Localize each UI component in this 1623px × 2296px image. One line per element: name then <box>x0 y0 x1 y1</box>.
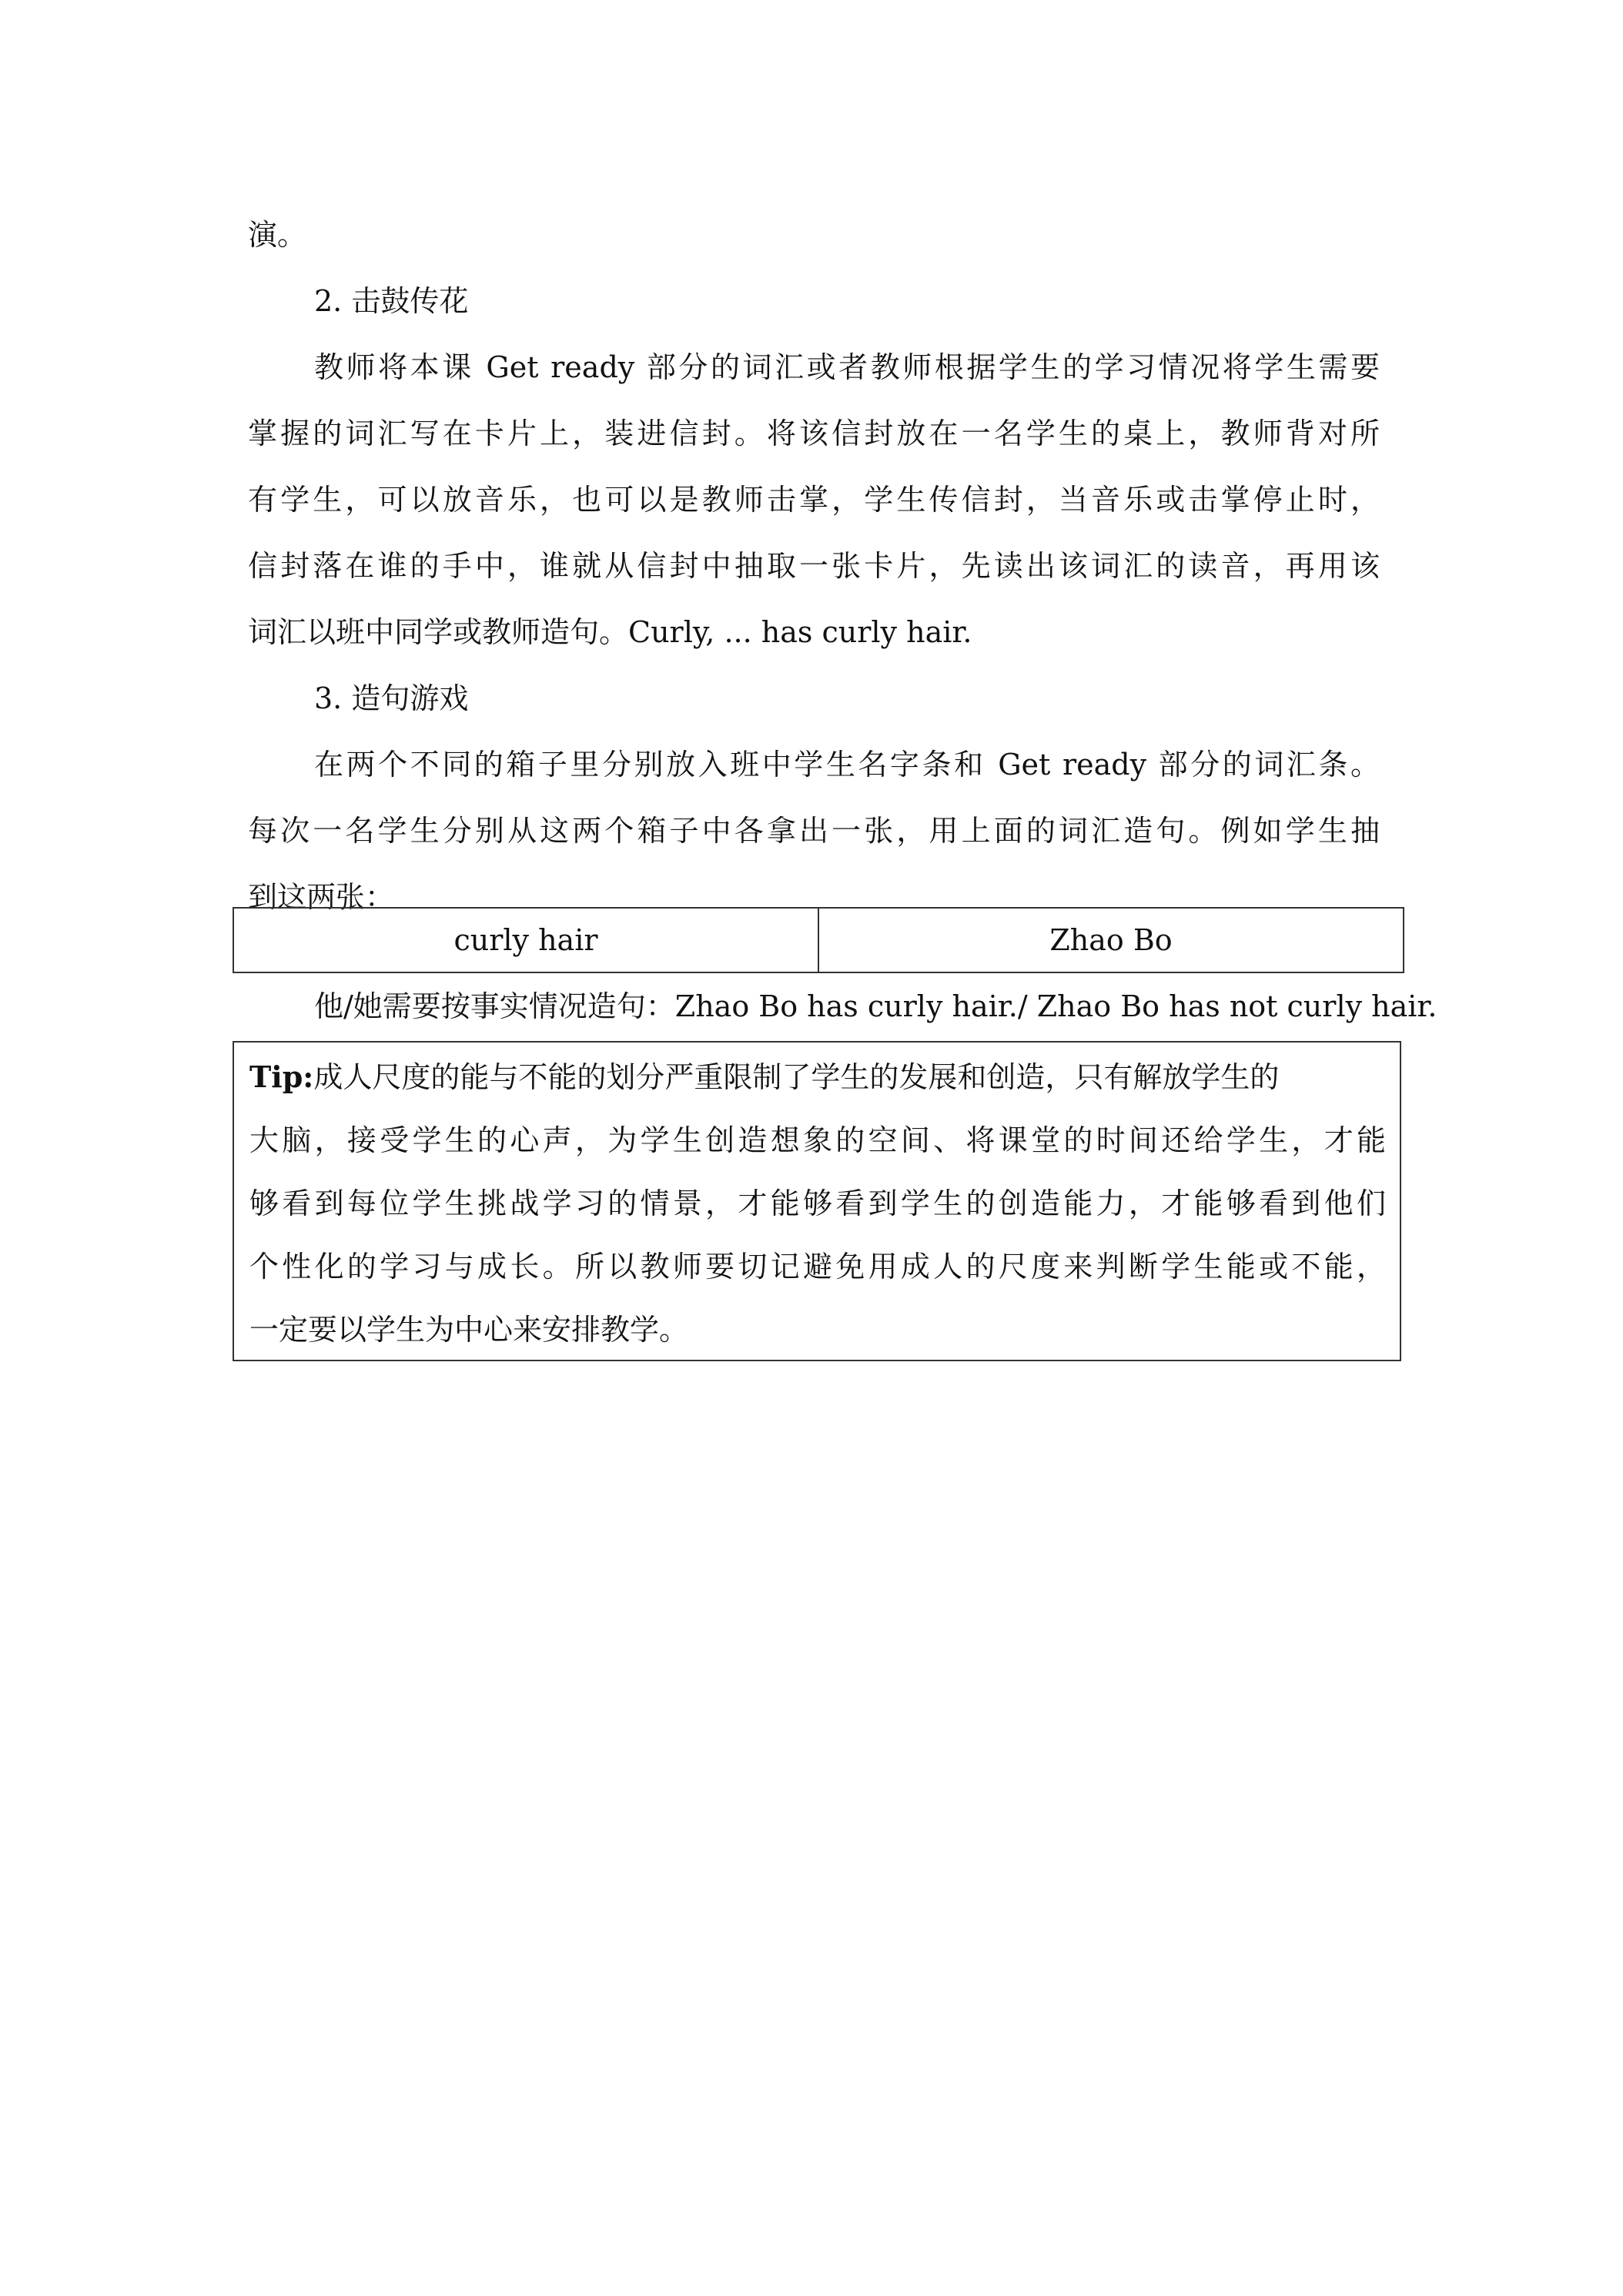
tip-text: 成人尺度的能与不能的划分严重限制了学生的发展和创造，只有解放学生的 <box>313 1060 1280 1094</box>
paragraph-line: 在两个不同的箱子里分别放入班中学生名字条和 Get ready 部分的词汇条。 <box>314 748 1380 782</box>
table-cell-word: curly hair <box>233 908 818 972</box>
paragraph-line: 掌握的词汇写在卡片上，装进信封。将该信封放在一名学生的桌上，教师背对所 <box>248 417 1380 450</box>
paragraph-line: 演。 <box>248 218 307 252</box>
example-sentence <box>248 973 1437 1039</box>
tip-line: 一定要以学生为中心来安排教学。 <box>249 1313 689 1347</box>
table-cell-name: Zhao Bo <box>818 908 1404 972</box>
tip-line: 大脑，接受学生的心声，为学生创造想象的空间、将课堂的时间还给学生，才能 <box>249 1123 1386 1157</box>
paragraph-line: 信封落在谁的手中，谁就从信封中抽取一张卡片，先读出该词汇的读音，再用该 <box>248 549 1380 583</box>
paragraph-line: 词汇以班中同学或教师造句。Curly, ... has curly hair. <box>248 615 972 649</box>
tip-first-line <box>249 1046 1386 1109</box>
paragraph-line: 他/她需要按事实情况造句：Zhao Bo has curly hair./ Zhao Bo has not curly hair. <box>314 989 1437 1023</box>
paragraph-line: 到这两张： <box>248 880 395 914</box>
document-body <box>248 202 1380 930</box>
section-heading-sentence-game: 3. 造句游戏 <box>314 681 469 715</box>
tip-line: 够看到每位学生挑战学习的情景，才能够看到学生的创造能力，才能够看到他们 <box>249 1186 1386 1220</box>
word-card-table <box>233 907 1404 973</box>
tip-line: 个性化的学习与成长。所以教师要切记避免用成人的尺度来判断学生能或不能， <box>249 1250 1386 1284</box>
table-row <box>233 908 1404 972</box>
section-heading-pass-flower: 2. 击鼓传花 <box>314 284 469 318</box>
tip-box <box>233 1041 1401 1361</box>
tip-label: Tip: <box>249 1059 314 1094</box>
paragraph-line: 教师将本课 Get ready 部分的词汇或者教师根据学生的学习情况将学生需要 <box>314 350 1380 384</box>
paragraph-line: 每次一名学生分别从这两个箱子中各拿出一张，用上面的词汇造句。例如学生抽 <box>248 814 1380 848</box>
paragraph-line: 有学生，可以放音乐，也可以是教师击掌，学生传信封，当音乐或击掌停止时， <box>248 483 1380 517</box>
